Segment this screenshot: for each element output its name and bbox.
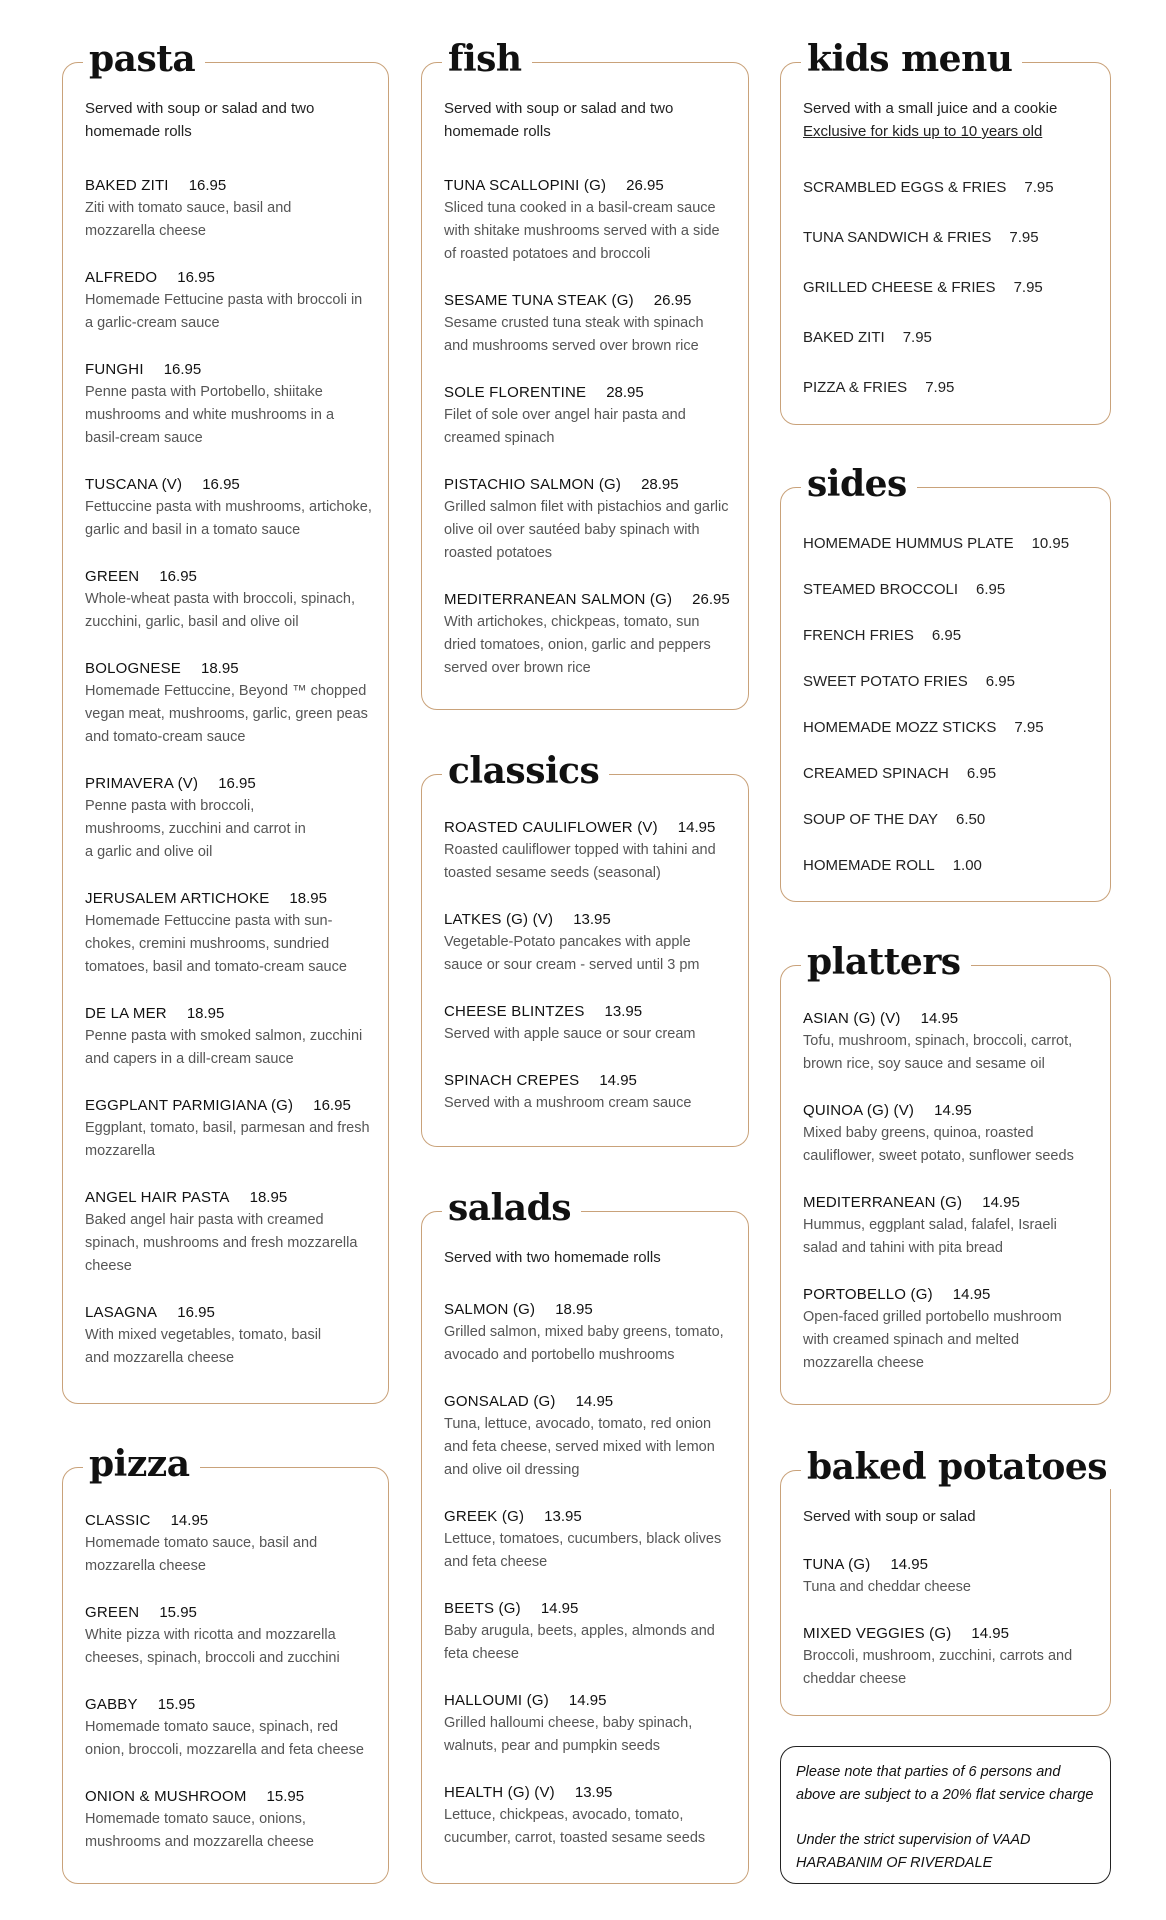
item-name: HALLOUMI (G)	[444, 1692, 549, 1709]
kids-menu-section	[780, 38, 1111, 425]
section-title: kids menu	[801, 37, 1022, 81]
item-name: CREAMED SPINACH	[803, 765, 949, 782]
item-name: SALMON (G)	[444, 1301, 536, 1318]
item-price: 6.95	[931, 627, 962, 644]
item-price: 14.95	[568, 1692, 607, 1709]
item-price: 28.95	[606, 384, 644, 401]
menu-item	[803, 377, 954, 399]
item-description: Sesame crusted tuna steak with spinach and mushrooms served over brown rice	[444, 315, 704, 354]
menu-item	[85, 359, 343, 450]
item-name: GABBY	[85, 1696, 138, 1713]
item-price: 18.95	[555, 1301, 593, 1318]
item-price: 13.95	[574, 1784, 613, 1801]
item-description: Served with apple sauce or sour cream	[444, 1026, 696, 1042]
item-price: 14.95	[890, 1556, 928, 1573]
section-title: sides	[801, 462, 917, 506]
menu-item	[444, 1070, 729, 1115]
item-description: Tuna, lettuce, avocado, tomato, red onion and feta cheese, served mixed with lemon and olive oil dressing	[444, 1416, 715, 1478]
item-name: HEALTH (G) (V)	[444, 1784, 555, 1801]
item-name: TUSCANA (V)	[85, 476, 183, 493]
item-name: BAKED ZITI	[85, 177, 169, 194]
item-price: 14.95	[575, 1393, 614, 1410]
item-name: SPINACH CREPES	[444, 1072, 580, 1089]
item-description: Baked angel hair pasta with creamed spinach, mushrooms and fresh mozzarella cheese	[85, 1212, 358, 1274]
item-name: BEETS (G)	[444, 1600, 521, 1617]
service-charge-note: Please note that parties of 6 persons and above are subject to a 20% flat service charge	[796, 1764, 1094, 1803]
item-price: 15.95	[159, 1604, 197, 1621]
menu-item	[85, 1510, 330, 1578]
menu-item	[803, 1284, 1088, 1375]
menu-item	[803, 671, 1015, 693]
item-price: 14.95	[971, 1625, 1009, 1642]
menu-item	[444, 474, 729, 565]
platters-section	[780, 941, 1111, 1405]
item-price: 16.95	[218, 775, 256, 792]
fish-section	[421, 38, 749, 710]
item-description: Vegetable-Potato pancakes with apple sauce or sour cream - served until 3 pm	[444, 934, 700, 973]
menu-item	[85, 474, 375, 542]
item-name: ROASTED CAULIFLOWER (V)	[444, 819, 658, 836]
item-description: Grilled salmon filet with pistachios and garlic olive oil over sautéed baby spinach with roasted potatoes	[444, 499, 729, 561]
menu-item	[803, 277, 1043, 299]
section-intro: Served with two homemade rolls	[444, 1249, 661, 1266]
menu-item	[803, 625, 961, 647]
item-price: 14.95	[170, 1512, 209, 1529]
item-name: FRENCH FRIES	[803, 627, 914, 644]
item-description: Fettuccine pasta with mushrooms, artichoke, garlic and basil in a tomato sauce	[85, 499, 372, 538]
item-name: HOMEMADE MOZZ STICKS	[803, 719, 997, 736]
item-price: 18.95	[186, 1005, 225, 1022]
item-name: MEDITERRANEAN SALMON (G)	[444, 591, 673, 608]
item-name: GRILLED CHEESE & FRIES	[803, 279, 996, 296]
item-price: 1.00	[952, 857, 982, 874]
item-price: 18.95	[249, 1189, 288, 1206]
pasta-section	[62, 38, 389, 1404]
salads-section	[421, 1187, 749, 1884]
item-description: With artichokes, chickpeas, tomato, sun dried tomatoes, onion, garlic and peppers served over brown rice	[444, 614, 711, 676]
item-price: 16.95	[177, 269, 215, 286]
item-name: QUINOA (G) (V)	[803, 1102, 915, 1119]
item-description: Homemade tomato sauce, basil and mozzarella cheese	[85, 1535, 318, 1574]
menu-item	[803, 177, 1054, 199]
item-name: PIZZA & FRIES	[803, 379, 908, 396]
section-title: baked potatoes	[801, 1445, 1117, 1489]
item-price: 7.95	[1009, 229, 1039, 246]
item-price: 6.95	[966, 765, 997, 782]
item-price: 16.95	[202, 476, 240, 493]
item-price: 7.95	[1013, 279, 1043, 296]
item-name: GREEN	[85, 568, 140, 585]
item-name: PORTOBELLO (G)	[803, 1286, 933, 1303]
item-price: 26.95	[626, 177, 664, 194]
item-price: 14.95	[982, 1194, 1020, 1211]
item-price: 14.95	[599, 1072, 637, 1089]
item-price: 16.95	[188, 177, 227, 194]
item-name: SWEET POTATO FRIES	[803, 673, 968, 690]
menu-item	[803, 1008, 1088, 1076]
menu-item	[444, 1782, 729, 1850]
item-price: 16.95	[313, 1097, 351, 1114]
item-description: Homemade Fettuccine pasta with sun-chokes, cremini mushrooms, sundried tomatoes, basil and tomato-cream sauce	[85, 913, 347, 975]
item-price: 15.95	[157, 1696, 196, 1713]
menu-item	[444, 1598, 729, 1666]
item-description: Roasted cauliflower topped with tahini and toasted sesame seeds (seasonal)	[444, 842, 716, 881]
baked-potatoes-section	[780, 1446, 1111, 1716]
menu-item	[803, 763, 996, 785]
menu-item	[803, 227, 1039, 249]
section-intro: Served with soup or salad and two homemade rolls	[444, 100, 674, 140]
item-description: Grilled salmon, mixed baby greens, tomato, avocado and portobello mushrooms	[444, 1324, 724, 1363]
menu-item	[803, 1192, 1078, 1260]
item-description: Broccoli, mushroom, zucchini, carrots and cheddar cheese	[803, 1648, 1073, 1687]
sides-section	[780, 463, 1111, 902]
item-name: TUNA (G)	[803, 1556, 871, 1573]
item-price: 18.95	[201, 660, 239, 677]
menu-item	[803, 579, 1005, 601]
item-description: Lettuce, tomatoes, cucumbers, black olives and feta cheese	[444, 1531, 722, 1570]
item-name: FUNGHI	[85, 361, 144, 378]
menu-item	[85, 658, 377, 749]
menu-item	[444, 382, 694, 450]
item-name: GREEN	[85, 1604, 140, 1621]
item-name: LATKES (G) (V)	[444, 911, 554, 928]
item-name: TUNA SANDWICH & FRIES	[803, 229, 992, 246]
menu-item	[444, 1506, 729, 1574]
item-description: Mixed baby greens, quinoa, roasted cauliflower, sweet potato, sunflower seeds	[803, 1125, 1074, 1164]
item-description: Eggplant, tomato, basil, parmesan and fresh mozzarella	[85, 1120, 370, 1159]
item-price: 16.95	[159, 568, 197, 585]
item-description: Baby arugula, beets, apples, almonds and feta cheese	[444, 1623, 715, 1662]
section-title: salads	[442, 1186, 581, 1230]
section-title: platters	[801, 940, 971, 984]
menu-item	[85, 175, 300, 243]
item-price: 6.95	[976, 581, 1006, 598]
item-description: Homemade tomato sauce, onions, mushrooms and mozzarella cheese	[85, 1811, 314, 1850]
item-description: Hummus, eggplant salad, falafel, Israeli salad and tahini with pita bread	[803, 1217, 1057, 1256]
menu-item	[444, 589, 730, 680]
item-price: 13.95	[573, 911, 611, 928]
supervision-note: Under the strict supervision of VAAD HARABANIM OF RIVERDALE	[796, 1832, 1031, 1871]
item-name: MEDITERRANEAN (G)	[803, 1194, 963, 1211]
item-name: CHEESE BLINTZES	[444, 1003, 585, 1020]
item-name: DE LA MER	[85, 1005, 167, 1022]
item-price: 28.95	[641, 476, 679, 493]
pizza-section	[62, 1443, 389, 1884]
menu-item	[444, 1001, 729, 1046]
menu-item	[85, 566, 375, 634]
service-note	[780, 1746, 1111, 1884]
item-description: Ziti with tomato sauce, basil and mozzarella cheese	[85, 200, 292, 239]
item-name: LASAGNA	[85, 1304, 158, 1321]
menu-item	[85, 267, 373, 335]
item-price: 16.95	[177, 1304, 215, 1321]
item-description: Lettuce, chickpeas, avocado, tomato, cucumber, carrot, toasted sesame seeds	[444, 1807, 706, 1846]
item-price: 14.95	[934, 1102, 972, 1119]
item-name: ASIAN (G) (V)	[803, 1010, 901, 1027]
classics-section	[421, 750, 749, 1147]
item-name: JERUSALEM ARTICHOKE	[85, 890, 270, 907]
item-description: Penne pasta with broccoli, mushrooms, zucchini and carrot in a garlic and olive oil	[85, 798, 306, 860]
section-intro: Served with soup or salad	[803, 1508, 976, 1525]
menu-item	[803, 327, 932, 349]
item-description: Tuna and cheddar cheese	[803, 1579, 971, 1595]
item-description: Homemade Fettucine pasta with broccoli in a garlic-cream sauce	[85, 292, 363, 331]
item-description: Filet of sole over angel hair pasta and creamed spinach	[444, 407, 686, 446]
item-description: Tofu, mushroom, spinach, broccoli, carrot, brown rice, soy sauce and sesame oil	[803, 1033, 1073, 1072]
item-name: ONION & MUSHROOM	[85, 1788, 247, 1805]
item-description: Sliced tuna cooked in a basil-cream sauce with shitake mushrooms served with a side of roasted potatoes and broccoli	[444, 200, 720, 262]
item-description: Served with a mushroom cream sauce	[444, 1095, 692, 1111]
item-description: With mixed vegetables, tomato, basil and mozzarella cheese	[85, 1327, 322, 1366]
menu-item	[85, 888, 365, 979]
item-price: 14.95	[920, 1010, 959, 1027]
item-name: ANGEL HAIR PASTA	[85, 1189, 230, 1206]
item-name: EGGPLANT PARMIGIANA (G)	[85, 1097, 294, 1114]
item-name: ALFREDO	[85, 269, 158, 286]
item-name: PRIMAVERA (V)	[85, 775, 199, 792]
item-price: 6.95	[985, 673, 1015, 690]
item-name: STEAMED BROCCOLI	[803, 581, 959, 598]
menu-item	[85, 1095, 377, 1163]
menu-item	[803, 1623, 1088, 1691]
item-price: 14.95	[677, 819, 716, 836]
section-intro: Served with soup or salad and two homemade rolls	[85, 100, 315, 140]
item-name: TUNA SCALLOPINI (G)	[444, 177, 607, 194]
item-description: Homemade Fettuccine, Beyond ™ chopped vegan meat, mushrooms, garlic, green peas and tomato-cream sauce	[85, 683, 368, 745]
item-price: 10.95	[1031, 535, 1070, 552]
menu-item	[444, 1690, 729, 1758]
item-price: 13.95	[544, 1508, 582, 1525]
item-price: 16.95	[163, 361, 202, 378]
item-price: 7.95	[902, 329, 932, 346]
item-description: Penne pasta with Portobello, shiitake mushrooms and white mushrooms in a basil-cream sauce	[85, 384, 335, 446]
menu-item	[85, 1694, 377, 1762]
item-price: 26.95	[653, 292, 692, 309]
item-description: White pizza with ricotta and mozzarella cheeses, spinach, broccoli and zucchini	[85, 1627, 340, 1666]
section-title: pizza	[83, 1442, 200, 1486]
item-name: MIXED VEGGIES (G)	[803, 1625, 952, 1642]
item-name: GREEK (G)	[444, 1508, 525, 1525]
item-price: 7.95	[1024, 179, 1054, 196]
item-description: Penne pasta with smoked salmon, zucchini and capers in a dill-cream sauce	[85, 1028, 363, 1067]
menu-item	[803, 855, 982, 877]
menu-item	[803, 809, 985, 831]
section-title: pasta	[83, 37, 205, 81]
menu-item	[444, 175, 729, 266]
item-price: 18.95	[289, 890, 327, 907]
item-price: 7.95	[925, 379, 955, 396]
menu-item	[803, 1554, 1088, 1599]
item-name: SOUP OF THE DAY	[803, 811, 939, 828]
item-description: Whole-wheat pasta with broccoli, spinach, zucchini, garlic, basil and olive oil	[85, 591, 355, 630]
menu-item	[444, 817, 729, 885]
menu-item	[85, 1003, 370, 1071]
menu-item	[85, 1302, 325, 1370]
item-name: BAKED ZITI	[803, 329, 885, 346]
item-price: 15.95	[266, 1788, 305, 1805]
item-name: HOMEMADE ROLL	[803, 857, 935, 874]
item-name: HOMEMADE HUMMUS PLATE	[803, 535, 1014, 552]
item-description: Homemade tomato sauce, spinach, red onion, broccoli, mozzarella and feta cheese	[85, 1719, 364, 1758]
menu-item	[85, 1786, 330, 1854]
item-price: 6.50	[956, 811, 986, 828]
item-description: Grilled halloumi cheese, baby spinach, walnuts, pear and pumpkin seeds	[444, 1715, 693, 1754]
menu-item	[803, 1100, 1098, 1168]
item-name: SCRAMBLED EGGS & FRIES	[803, 179, 1007, 196]
item-description: Open-faced grilled portobello mushroom with creamed spinach and melted mozzarella cheese	[803, 1309, 1062, 1371]
menu-item	[444, 290, 709, 358]
menu-item	[85, 773, 317, 864]
menu-item	[85, 1187, 375, 1278]
section-intro: Served with a small juice and a cookie	[803, 100, 1058, 117]
item-name: BOLOGNESE	[85, 660, 181, 677]
section-intro-note: Exclusive for kids up to 10 years old	[803, 123, 1043, 140]
item-name: SOLE FLORENTINE	[444, 384, 587, 401]
item-price: 26.95	[692, 591, 730, 608]
item-name: PISTACHIO SALMON (G)	[444, 476, 622, 493]
item-name: SESAME TUNA STEAK (G)	[444, 292, 634, 309]
item-price: 7.95	[1014, 719, 1044, 736]
item-name: CLASSIC	[85, 1512, 151, 1529]
item-price: 14.95	[540, 1600, 579, 1617]
section-title: classics	[442, 749, 609, 793]
menu-item	[803, 717, 1044, 739]
menu-item	[85, 1602, 360, 1670]
menu-item	[444, 1299, 734, 1367]
section-title: fish	[442, 37, 532, 81]
item-price: 13.95	[604, 1003, 643, 1020]
item-price: 14.95	[952, 1286, 991, 1303]
item-name: GONSALAD (G)	[444, 1393, 556, 1410]
menu-item	[803, 533, 1069, 555]
menu-item	[444, 1391, 734, 1482]
menu-item	[444, 909, 729, 977]
